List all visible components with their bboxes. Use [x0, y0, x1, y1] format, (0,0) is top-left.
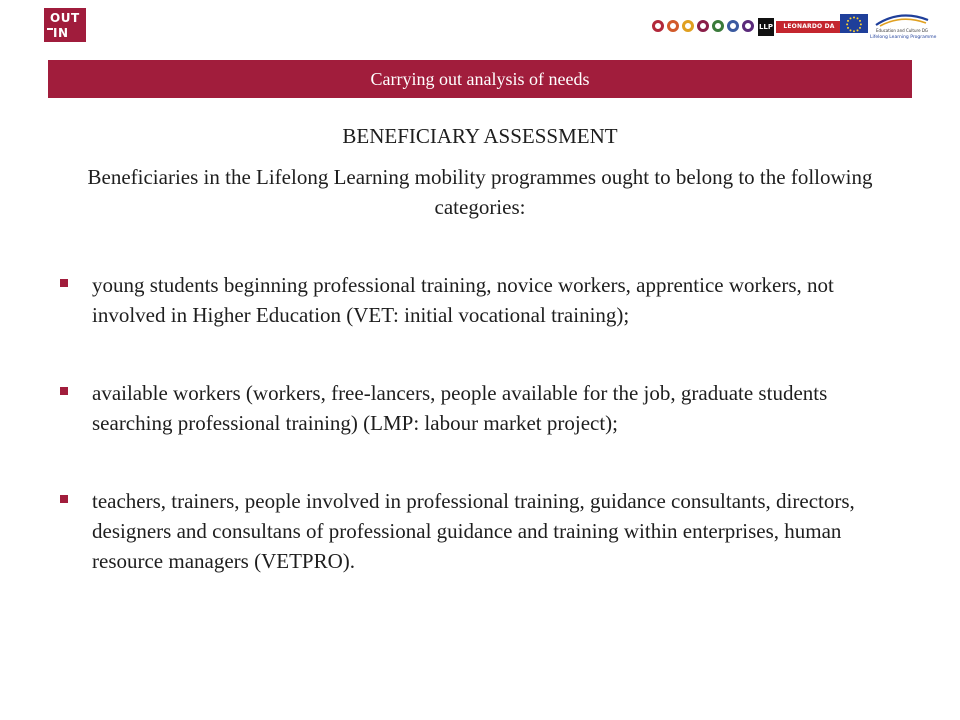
lifelong-learning-swoosh-icon: [874, 12, 930, 28]
out-in-logo-text-out: OUT: [50, 11, 80, 25]
llp-caption: Lifelong Learning Programme: [870, 35, 937, 40]
list-item-text: available workers (workers, free-lancers, people available for the job, graduate students searching professional training) (LMP: labour market project);: [92, 381, 828, 435]
intro-paragraph: Beneficiaries in the Lifelong Learning mobility programmes ought to belong to the following categories:: [87, 165, 873, 219]
list-item: [58, 270, 908, 330]
square-bullet-icon: [60, 387, 68, 395]
partner-logo-circle: [742, 20, 754, 32]
square-bullet-icon: [60, 279, 68, 287]
llp-logo: LLP: [758, 18, 774, 36]
list-item-text: young students beginning professional training, novice workers, apprentice workers, not involved in Higher Education (VET: initial vocational training);: [92, 273, 834, 327]
list-item: [58, 486, 908, 576]
eu-flag-icon: [840, 14, 868, 33]
lifelong-learning-programme-logo: [870, 12, 937, 42]
eu-dg-caption: Education and Culture DG: [876, 28, 928, 33]
list-item: [58, 378, 908, 438]
out-in-logo: [44, 8, 86, 42]
slide-title: Carrying out analysis of needs: [370, 69, 590, 89]
partner-logo-circle: [727, 20, 739, 32]
partner-logo-circle: [667, 20, 679, 32]
partner-logo-circle: [697, 20, 709, 32]
beneficiary-category-list: [58, 270, 908, 576]
section-heading: BENEFICIARY ASSESSMENT: [342, 124, 618, 148]
square-bullet-icon: [60, 495, 68, 503]
partner-logo-circle: [682, 20, 694, 32]
slide-title-bar: [48, 60, 912, 98]
partner-logo-circle: [712, 20, 724, 32]
leonardo-da-vinci-logo: LEONARDO DA VINCI: [776, 21, 842, 33]
partner-logo-circle: [652, 20, 664, 32]
list-item-text: teachers, trainers, people involved in professional training, guidance consultants, directors, designers and consultans of professional guidance and training within enterprises, human resource managers (VETPRO).: [92, 489, 855, 573]
out-in-logo-text-in: IN: [53, 26, 69, 40]
